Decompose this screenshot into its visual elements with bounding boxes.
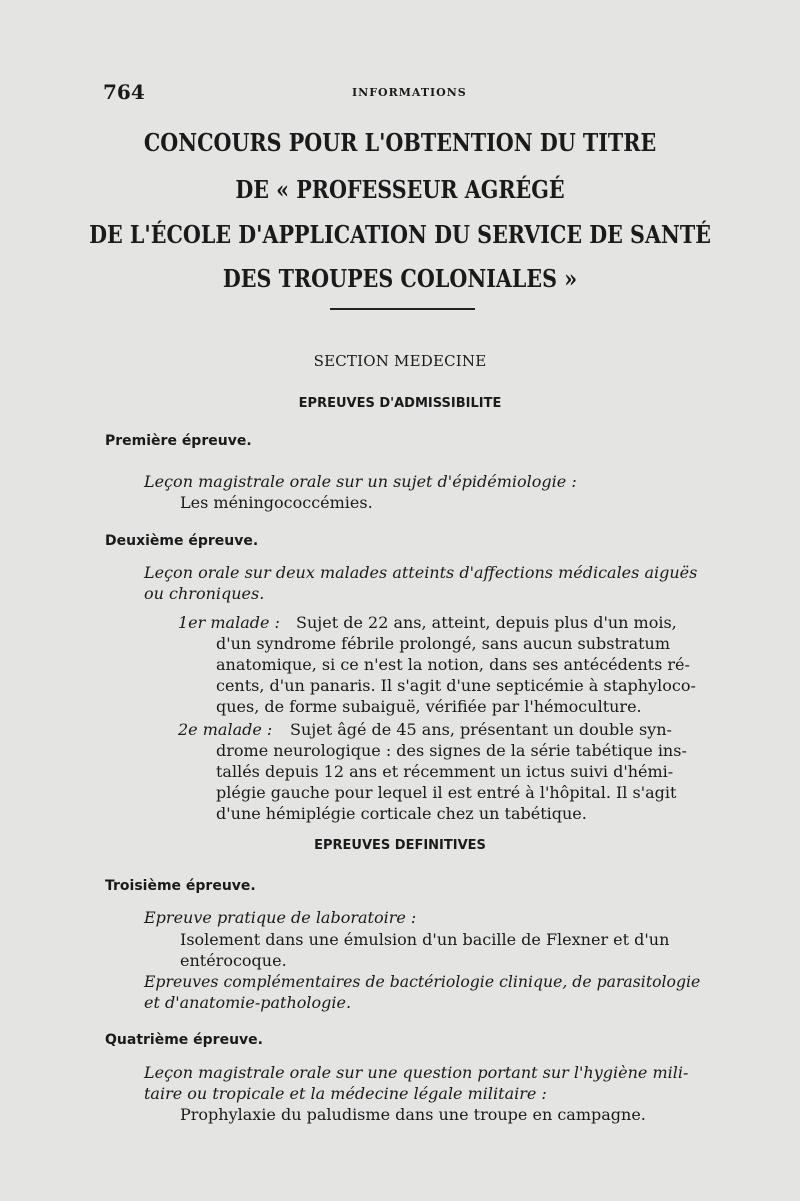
malade-2-label: 2e malade :	[178, 720, 273, 739]
troisieme-epreuve-subject: Epreuve pratique de laboratoire :	[144, 908, 417, 927]
running-head: INFORMATIONS	[352, 86, 467, 99]
malade-2-line-1: Sujet âgé de 45 ans, présentant un double syn-	[290, 720, 672, 739]
malade-2-line-5: d'une hémiplégie corticale chez un tabétique.	[216, 804, 587, 823]
premiere-epreuve-topic: Les méningococcémies.	[180, 493, 373, 512]
troisieme-epreuve-complementaires-line-2: et d'anatomie-pathologie.	[144, 993, 352, 1012]
malade-2-line-4: plégie gauche pour lequel il est entré à l'hôpital. Il s'agit	[216, 783, 677, 802]
malade-2-line-3: tallés depuis 12 ans et récemment un ictus suivi d'hémi-	[216, 762, 674, 781]
title-divider	[330, 308, 475, 310]
premiere-epreuve-subject: Leçon magistrale orale sur un sujet d'épidémiologie :	[144, 472, 577, 491]
quatrieme-epreuve-topic: Prophylaxie du paludisme dans une troupe en campagne.	[180, 1105, 646, 1124]
malade-1-line-2: d'un syndrome fébrile prolongé, sans aucun substratum	[216, 634, 671, 653]
quatrieme-epreuve-label: Quatrième épreuve.	[105, 1032, 263, 1048]
quatrieme-epreuve-subject-line-2: taire ou tropicale et la médecine légale militaire :	[144, 1084, 547, 1103]
deuxieme-epreuve-label: Deuxième épreuve.	[105, 533, 259, 549]
title-line-1: CONCOURS POUR L'OBTENTION DU TITRE	[143, 128, 657, 157]
troisieme-epreuve-label: Troisième épreuve.	[105, 878, 256, 894]
malade-1-line-3: anatomique, si ce n'est la notion, dans ses antécédents ré-	[216, 655, 690, 674]
premiere-epreuve-label: Première épreuve.	[105, 433, 252, 449]
deuxieme-epreuve-subject-line-2: ou chroniques.	[144, 584, 265, 603]
title-line-4: DES TROUPES COLONIALES »	[222, 264, 578, 293]
page-number: 764	[103, 80, 145, 104]
title-line-2: DE « PROFESSEUR AGRÉGÉ	[235, 175, 565, 204]
quatrieme-epreuve-subject-line-1: Leçon magistrale orale sur une question portant sur l'hygiène mili-	[144, 1063, 689, 1082]
section-title: SECTION MEDECINE	[313, 352, 487, 370]
malade-1-line-5: ques, de forme subaiguë, vérifiée par l'hémoculture.	[216, 697, 642, 716]
deuxieme-epreuve-subject-line-1: Leçon orale sur deux malades atteints d'affections médicales aiguës	[144, 563, 698, 582]
admissibilite-heading: EPREUVES D'ADMISSIBILITE	[298, 396, 502, 411]
malade-1-label: 1er malade :	[178, 613, 280, 632]
definitives-heading: EPREUVES DEFINITIVES	[314, 838, 486, 853]
troisieme-epreuve-complementaires-line-1: Epreuves complémentaires de bactériologie clinique, de parasitologie	[144, 972, 701, 991]
title-line-3: DE L'ÉCOLE D'APPLICATION DU SERVICE DE SANTÉ	[89, 220, 711, 249]
malade-1-line-1: Sujet de 22 ans, atteint, depuis plus d'un mois,	[296, 613, 677, 632]
troisieme-epreuve-topic-line-1: Isolement dans une émulsion d'un bacille de Flexner et d'un	[180, 930, 670, 949]
troisieme-epreuve-topic-line-2: entérocoque.	[180, 951, 287, 970]
malade-2-line-2: drome neurologique : des signes de la série tabétique ins-	[216, 741, 687, 760]
malade-1-line-4: cents, d'un panaris. Il s'agit d'une septicémie à staphyloco-	[216, 676, 696, 695]
